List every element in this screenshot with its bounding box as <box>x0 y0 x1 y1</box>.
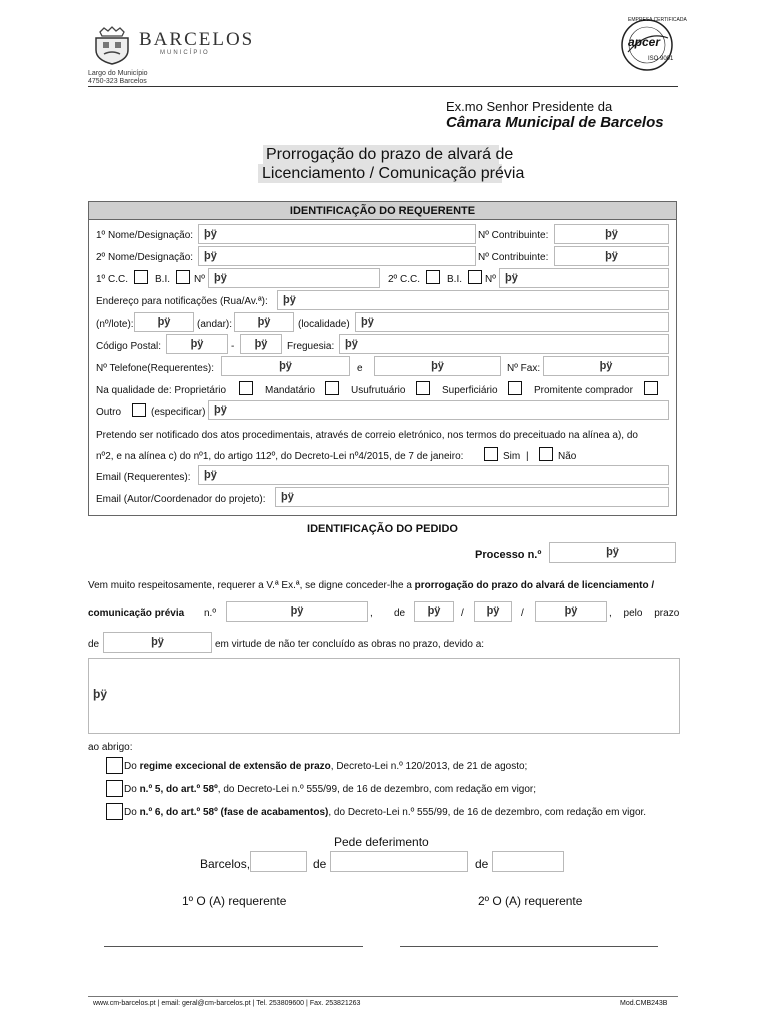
localidade-input[interactable]: þÿ <box>355 312 669 332</box>
nome1-input[interactable]: þÿ <box>198 224 476 244</box>
brand-name: BARCELOS <box>139 29 255 50</box>
superficiario-checkbox[interactable] <box>508 381 522 395</box>
data-ano-input[interactable]: þÿ <box>535 601 607 622</box>
localidade-label: (localidade) <box>298 319 350 330</box>
notificacao-nao-checkbox[interactable] <box>539 447 553 461</box>
outro-checkbox[interactable] <box>132 403 146 417</box>
cert-top-text: EMPRESA CERTIFICADA <box>628 17 687 23</box>
data-de-label: de <box>394 608 406 619</box>
doc1-number-input[interactable]: þÿ <box>208 268 380 288</box>
promitente-label: Promitente comprador <box>534 385 633 396</box>
barcelos-crest-icon <box>90 24 134 66</box>
lote-label: (nº/lote): <box>96 319 134 330</box>
usufrutuario-checkbox[interactable] <box>416 381 430 395</box>
form-model-code: Mod.CMB243B <box>620 1000 668 1007</box>
requerente-2-label: 2º O (A) requerente <box>478 894 583 908</box>
data-dia-input[interactable]: þÿ <box>414 601 454 622</box>
pede-deferimento-text: Pede deferimento <box>334 835 429 849</box>
footer-contacts: www.cm-barcelos.pt | email: geral@cm-barcelos.pt | Tel. 253809600 | Fax. 253821263 <box>93 1000 361 1007</box>
notificacao-text-2: nº2, e na alínea c) do nº1, do artigo 112º, do Decreto-Lei nº4/2015, de 7 de janeiro: <box>96 451 464 462</box>
processo-label: Processo n.º <box>475 549 542 561</box>
telefone2-input[interactable]: þÿ <box>374 356 501 376</box>
doc2-number-input[interactable]: þÿ <box>499 268 669 288</box>
apcer-logo-text: apcer <box>628 35 661 49</box>
sim-label: Sim <box>503 451 521 462</box>
mandatario-label: Mandatário <box>265 385 316 396</box>
fax-label: Nº Fax: <box>507 363 541 374</box>
option-3-text: Do n.º 6, do art.º 58º (fase de acabamentos), do Decreto-Lei n.º 555/99, de 16 de dezembro, com redação em vigor. <box>124 807 647 818</box>
requerente-1-label: 1º O (A) requerente <box>182 894 287 908</box>
promitente-checkbox[interactable] <box>644 381 658 395</box>
cc2-label: 2º C.C. <box>388 274 420 285</box>
codigo-postal-dash: - <box>231 341 235 352</box>
signature-line-1 <box>104 946 363 947</box>
email-requerentes-input[interactable]: þÿ <box>198 465 669 485</box>
alvara-numero-input[interactable]: þÿ <box>226 601 368 622</box>
codigo-postal-label: Código Postal: <box>96 341 162 352</box>
brand-subtitle: MUNICÍPIO <box>160 50 210 56</box>
contribuinte1-input[interactable]: þÿ <box>554 224 669 244</box>
bi2-label: B.I. <box>447 274 463 285</box>
email-autor-label: Email (Autor/Coordenador do projeto): <box>96 494 266 505</box>
title-line-2: Licenciamento / Comunicação prévia <box>262 165 525 182</box>
iso-text: ISO 9001 <box>648 56 674 62</box>
mandatario-checkbox[interactable] <box>325 381 339 395</box>
contribuinte1-label: Nº Contribuinte: <box>478 230 549 241</box>
slash-1: / <box>461 608 464 619</box>
comunicacao-previa-label: comunicação prévia <box>88 608 185 619</box>
no1-label: Nº <box>194 274 205 285</box>
nao-label: Não <box>558 451 577 462</box>
notificacao-sim-checkbox[interactable] <box>484 447 498 461</box>
regime-excecional-checkbox[interactable] <box>106 757 123 774</box>
footer-divider <box>88 996 678 997</box>
outro-label: Outro <box>96 407 122 418</box>
ao-abrigo-label: ao abrigo: <box>88 742 133 753</box>
header-divider <box>88 86 678 87</box>
telefone1-input[interactable]: þÿ <box>221 356 350 376</box>
codigo-postal-input-2[interactable]: þÿ <box>240 334 282 354</box>
pelo-prazo-label: , pelo prazo <box>609 608 680 619</box>
bi2-checkbox[interactable] <box>468 270 482 284</box>
data-dia-assinatura-input[interactable] <box>250 851 307 872</box>
data-mes-input[interactable]: þÿ <box>474 601 512 622</box>
barcelos-label: Barcelos, <box>200 857 251 871</box>
data-mes-assinatura-input[interactable] <box>330 851 468 872</box>
fax-input[interactable]: þÿ <box>543 356 669 376</box>
address-line-2: 4750-323 Barcelos <box>88 78 147 85</box>
art58-n6-checkbox[interactable] <box>106 803 123 820</box>
cc1-label: 1º C.C. <box>96 274 128 285</box>
cc1-checkbox[interactable] <box>134 270 148 284</box>
notificacao-text-1: Pretendo ser notificado dos atos procedimentais, através de correio eletrónico, nos termos do preceituado na alínea a), do <box>96 430 638 441</box>
contribuinte2-input[interactable]: þÿ <box>554 246 669 266</box>
email-autor-input[interactable]: þÿ <box>275 487 669 507</box>
proprietario-checkbox[interactable] <box>239 381 253 395</box>
especificar-input[interactable]: þÿ <box>208 400 669 420</box>
data-ano-assinatura-input[interactable] <box>492 851 564 872</box>
signature-line-2 <box>400 946 658 947</box>
numero-label: n.º <box>204 608 216 619</box>
prazo-input[interactable]: þÿ <box>103 632 212 653</box>
nome1-label: 1º Nome/Designação: <box>96 230 194 241</box>
title-line-1: Prorrogação do prazo de alvará de <box>266 146 514 163</box>
addressee-line-2: Câmara Municipal de Barcelos <box>446 114 664 131</box>
addressee-line-1: Ex.mo Senhor Presidente da <box>446 99 613 114</box>
no2-label: Nº <box>485 274 496 285</box>
lote-input[interactable]: þÿ <box>134 312 194 332</box>
bi1-label: B.I. <box>155 274 171 285</box>
endereco-input[interactable]: þÿ <box>277 290 669 310</box>
andar-label: (andar): <box>197 319 233 330</box>
art58-n5-checkbox[interactable] <box>106 780 123 797</box>
bi1-checkbox[interactable] <box>176 270 190 284</box>
pedido-heading: IDENTIFICAÇÃO DO PEDIDO <box>307 523 458 535</box>
sim-nao-separator: | <box>526 451 529 462</box>
nome2-label: 2º Nome/Designação: <box>96 252 194 263</box>
qualidade-proprietario-label: Na qualidade de: Proprietário <box>96 385 227 396</box>
processo-input[interactable]: þÿ <box>549 542 676 563</box>
especificar-label: (especificar) <box>151 407 206 418</box>
freguesia-label: Freguesia: <box>287 341 335 352</box>
email-requerentes-label: Email (Requerentes): <box>96 472 191 483</box>
comma-1: , <box>370 608 373 619</box>
slash-2: / <box>521 608 524 619</box>
telefone-label: Nº Telefone(Requerentes): <box>96 363 214 374</box>
requerente-heading: IDENTIFICAÇÃO DO REQUERENTE <box>289 205 476 217</box>
motivo-textarea[interactable]: þÿ <box>88 658 680 734</box>
pedido-text-1: Vem muito respeitosamente, requerer a V.ª Ex.ª, se digne conceder-lhe a prorrogação do prazo do alvará de licenciamento / <box>88 580 655 591</box>
virtude-text: em virtude de não ter concluído as obras no prazo, devido a: <box>215 639 485 650</box>
contribuinte2-label: Nº Contribuinte: <box>478 252 549 263</box>
telefone-e-label: e <box>357 363 363 374</box>
andar-input[interactable]: þÿ <box>234 312 294 332</box>
usufrutuario-label: Usufrutuário <box>351 385 406 396</box>
option-1-text: Do regime excecional de extensão de prazo, Decreto-Lei n.º 120/2013, de 21 de agosto; <box>124 761 528 772</box>
freguesia-input[interactable]: þÿ <box>339 334 669 354</box>
prazo-de-label: de <box>88 639 100 650</box>
codigo-postal-input-1[interactable]: þÿ <box>166 334 228 354</box>
cc2-checkbox[interactable] <box>426 270 440 284</box>
endereco-label: Endereço para notificações (Rua/Av.ª): <box>96 296 268 307</box>
assinatura-de-label-2: de <box>475 857 489 871</box>
nome2-input[interactable]: þÿ <box>198 246 476 266</box>
address-line-1: Largo do Município <box>88 70 148 77</box>
superficiario-label: Superficiário <box>442 385 498 396</box>
option-2-text: Do n.º 5, do art.º 58º, do Decreto-Lei n.º 555/99, de 16 de dezembro, com redação em vigor; <box>124 784 537 795</box>
assinatura-de-label-1: de <box>313 857 327 871</box>
